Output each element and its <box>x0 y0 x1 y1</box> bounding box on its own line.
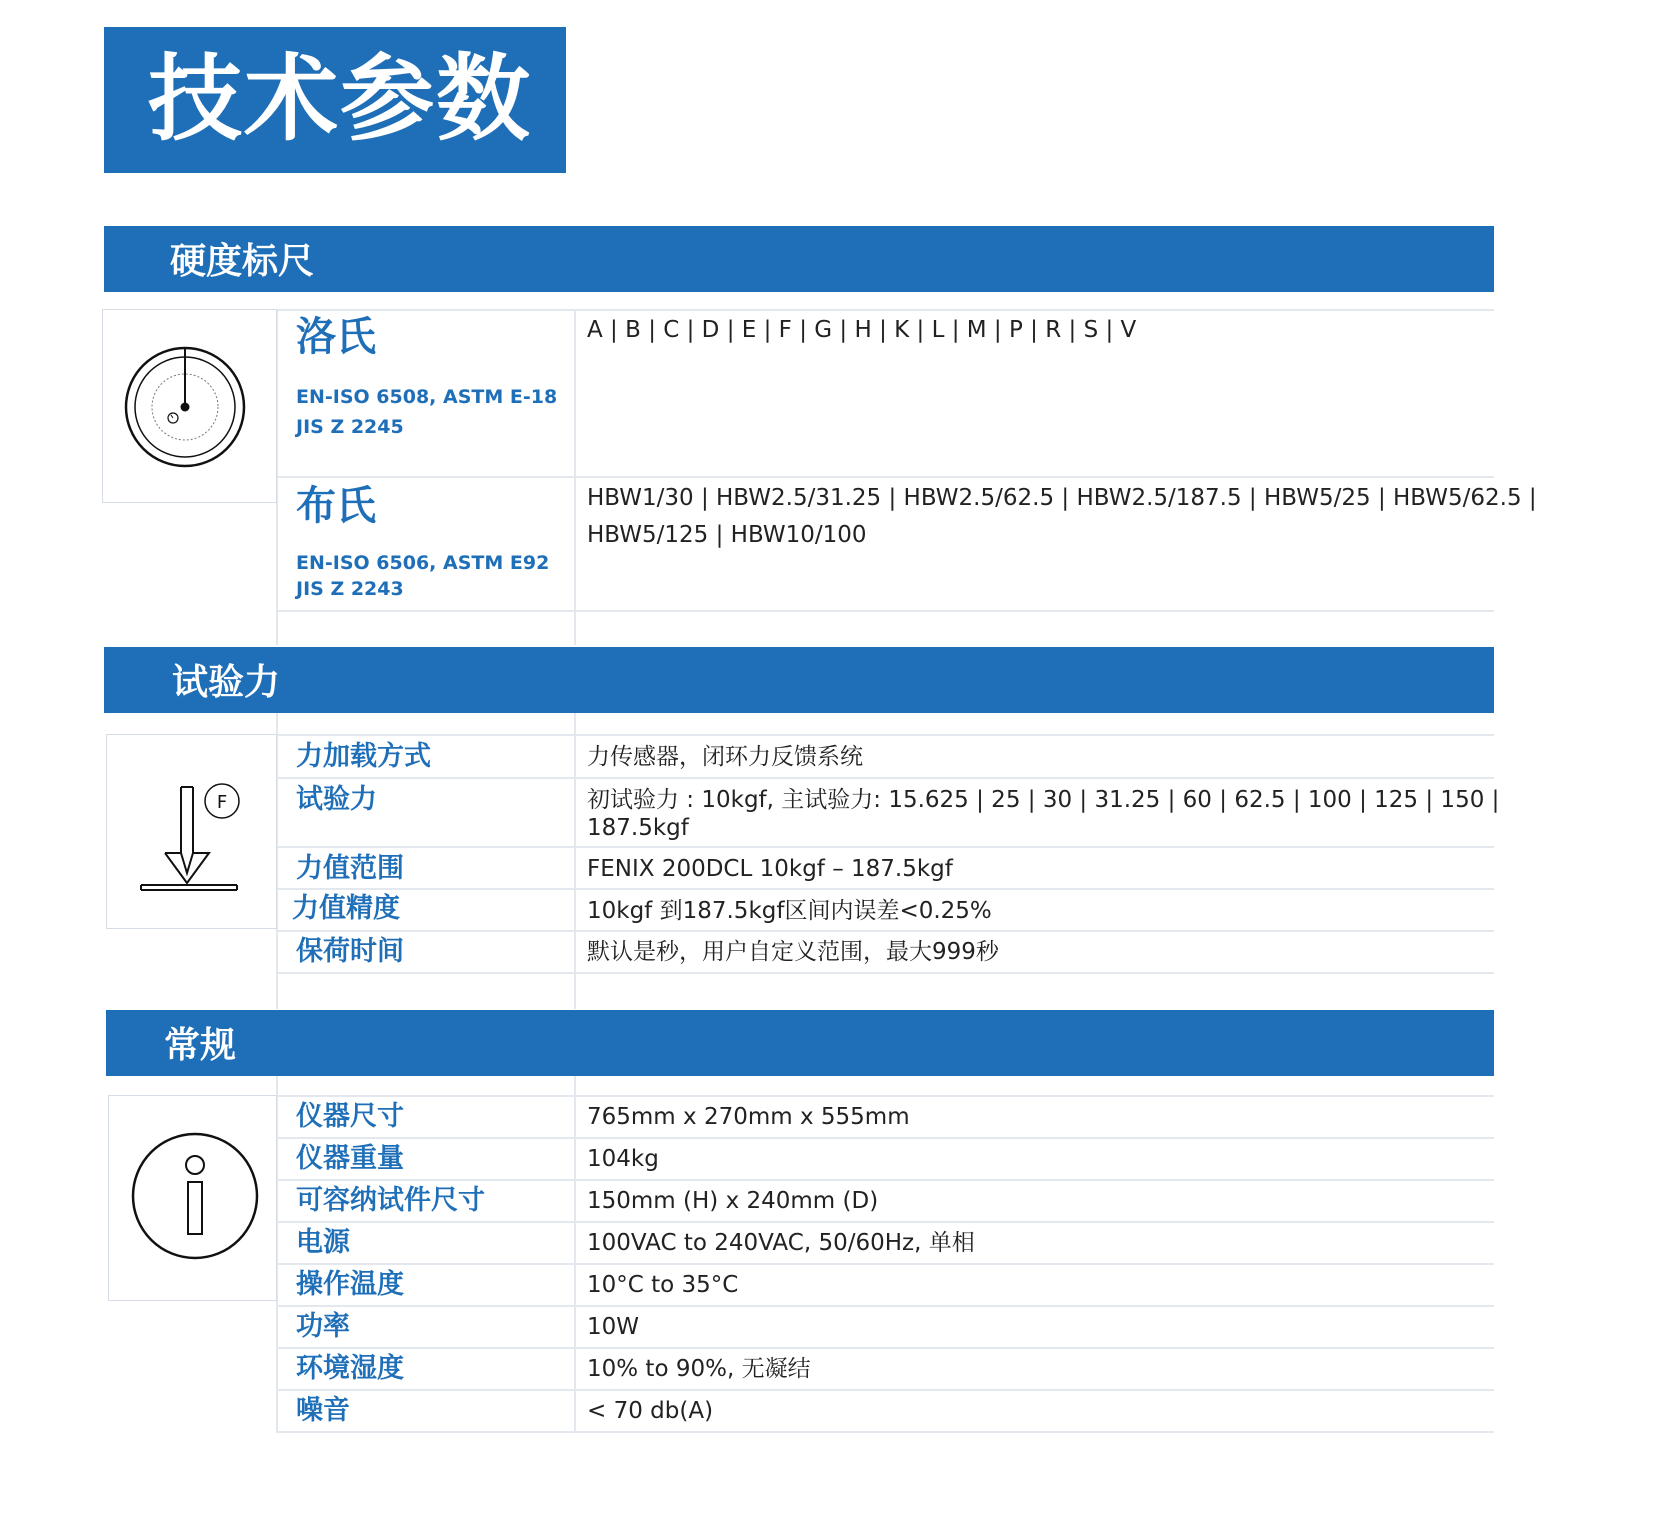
general-row-label: 仪器尺寸 <box>296 1101 404 1132</box>
force-row-label: 力值精度 <box>292 893 400 924</box>
divider <box>276 1389 1494 1391</box>
force-row-label: 保荷时间 <box>296 936 404 967</box>
info-icon-box <box>108 1095 277 1301</box>
general-row-label: 可容纳试件尺寸 <box>296 1185 485 1216</box>
general-row-value: < 70 db(A) <box>587 1398 714 1424</box>
section-title-general: 常规 <box>164 1025 237 1066</box>
divider <box>276 777 1494 779</box>
section-header-general <box>106 1010 1494 1076</box>
divider <box>276 846 1494 848</box>
force-row-value: 默认是秒，用户自定义范围，最大999秒 <box>587 939 999 965</box>
dial-gauge-icon <box>103 310 276 502</box>
force-row-value: 187.5kgf <box>587 815 689 841</box>
force-arrow-icon <box>107 735 276 928</box>
brinell-standard: EN-ISO 6506, ASTM E92 <box>296 552 550 574</box>
hardness-icon-box <box>102 309 277 503</box>
general-row-value: 104kg <box>587 1146 659 1172</box>
general-row-label: 电源 <box>296 1227 350 1258</box>
divider <box>276 1347 1494 1349</box>
divider <box>276 476 1494 478</box>
brinell-standard: JIS Z 2243 <box>296 578 404 600</box>
rockwell-title: 洛氏 <box>296 314 376 360</box>
divider <box>276 1263 1494 1265</box>
general-row-label: 功率 <box>296 1311 350 1342</box>
general-row-label: 环境湿度 <box>296 1353 404 1384</box>
brinell-scales: HBW5/125 | HBW10/100 <box>587 522 867 548</box>
divider <box>276 1305 1494 1307</box>
divider <box>276 734 1494 736</box>
force-icon-box <box>106 734 277 929</box>
divider <box>574 1076 576 1433</box>
general-row-value: 10°C to 35°C <box>587 1272 739 1298</box>
general-row-value: 100VAC to 240VAC, 50/60Hz, 单相 <box>587 1230 975 1256</box>
section-header-hardness <box>104 226 1494 292</box>
section-title-force: 试验力 <box>172 662 281 703</box>
section-title-hardness: 硬度标尺 <box>170 241 315 282</box>
info-icon <box>109 1096 276 1300</box>
divider <box>276 1431 1494 1433</box>
divider <box>276 309 1494 311</box>
general-row-value: 150mm (H) x 240mm (D) <box>587 1188 879 1214</box>
page-title: 技术参数 <box>104 27 566 173</box>
force-row-value: 初试验力 : 10kgf, 主试验力: 15.625 | 25 | 30 | 31.25 | 60 | 62.5 | 100 | 125 | 150 | <box>587 787 1500 813</box>
force-row-label: 力加载方式 <box>296 741 431 772</box>
force-row-value: FENIX 200DCL 10kgf – 187.5kgf <box>587 856 953 882</box>
section-header-force <box>104 647 1494 713</box>
rockwell-scales: A | B | C | D | E | F | G | H | K | L | M | P | R | S | V <box>587 317 1137 343</box>
rockwell-standard: JIS Z 2245 <box>296 416 404 438</box>
divider <box>276 1137 1494 1139</box>
general-row-label: 仪器重量 <box>296 1143 404 1174</box>
force-row-value: 力传感器，闭环力反馈系统 <box>587 744 863 770</box>
force-row-label: 力值范围 <box>296 853 404 884</box>
brinell-title: 布氏 <box>296 483 376 529</box>
general-row-value: 10% to 90%, 无凝结 <box>587 1356 811 1382</box>
divider <box>276 610 1494 612</box>
general-row-label: 噪音 <box>296 1395 350 1426</box>
general-row-value: 10W <box>587 1314 640 1340</box>
force-row-value: 10kgf 到187.5kgf区间内误差<0.25% <box>587 898 992 924</box>
force-letter: F <box>216 792 228 813</box>
divider <box>574 713 576 1009</box>
general-row-value: 765mm x 270mm x 555mm <box>587 1104 910 1130</box>
divider <box>276 972 1494 974</box>
brinell-scales: HBW1/30 | HBW2.5/31.25 | HBW2.5/62.5 | HBW2.5/187.5 | HBW5/25 | HBW5/62.5 | <box>587 485 1537 511</box>
rockwell-standard: EN-ISO 6508, ASTM E-18 <box>296 386 558 408</box>
general-row-label: 操作温度 <box>296 1269 404 1300</box>
force-row-label: 试验力 <box>296 784 377 815</box>
